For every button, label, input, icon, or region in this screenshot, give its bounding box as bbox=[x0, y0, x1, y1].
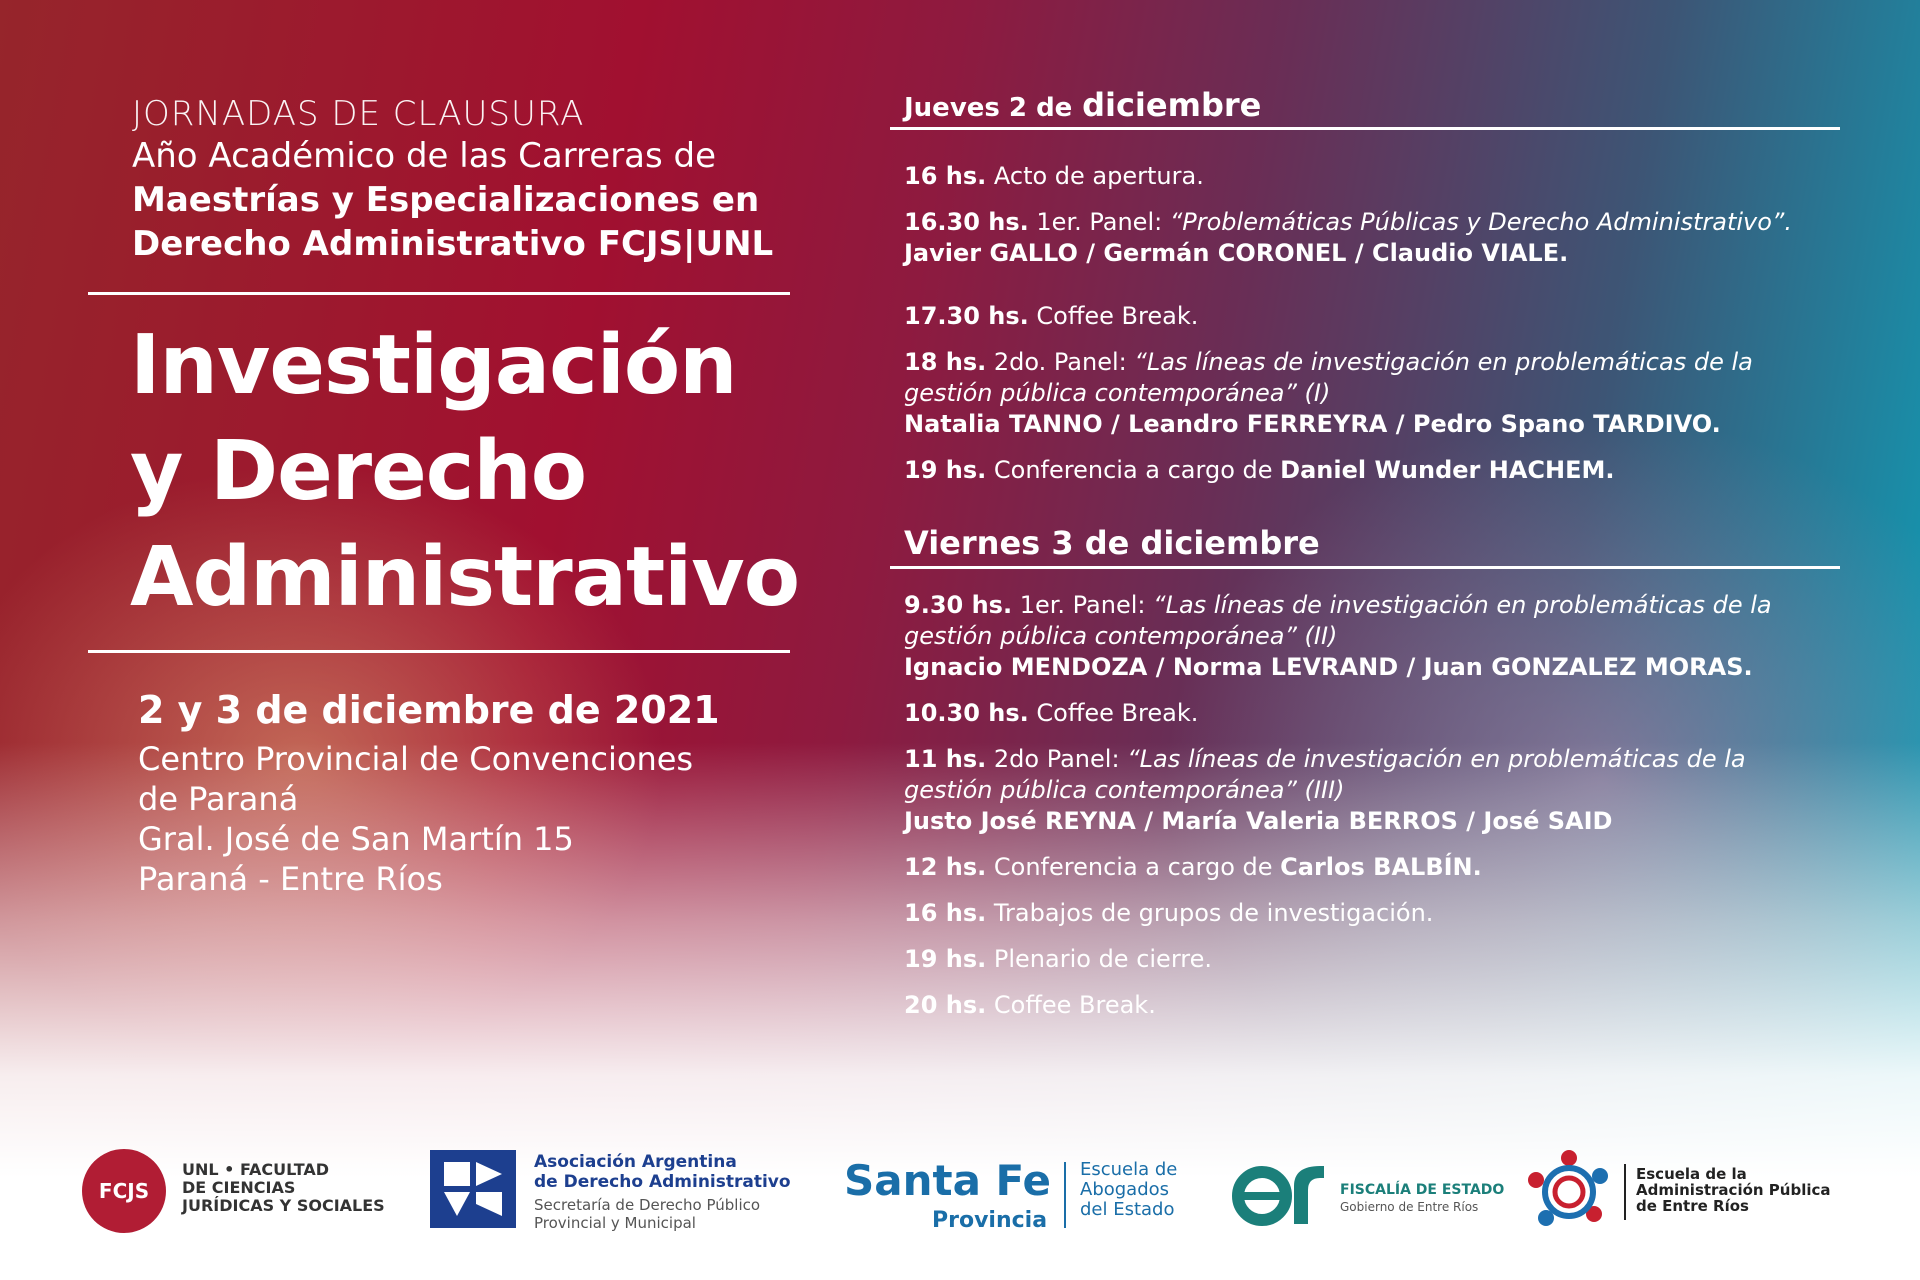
main-title-line-2: y Derecho bbox=[130, 424, 587, 519]
subtitle-line-2: Maestrías y Especializaciones en bbox=[132, 180, 760, 220]
fcjs-text bbox=[182, 1161, 385, 1215]
item-time: 9.30 hs. bbox=[904, 591, 1013, 619]
aada-subtitle bbox=[534, 1196, 760, 1232]
schedule-item bbox=[904, 161, 1204, 192]
venue-line-3: Gral. José de San Martín 15 bbox=[138, 820, 574, 858]
item-title: “Las líneas de investigación en problemáticas de la bbox=[1127, 745, 1746, 773]
schedule-item bbox=[904, 698, 1198, 729]
event-dates: 2 y 3 de diciembre de 2021 bbox=[138, 688, 720, 732]
eap-separator bbox=[1624, 1164, 1626, 1220]
santafe-line-3: del Estado bbox=[1080, 1199, 1175, 1220]
item-time: 17.30 hs. bbox=[904, 302, 1029, 330]
aada-line-4: Provincial y Municipal bbox=[534, 1214, 696, 1232]
item-text: 1er. Panel: bbox=[1019, 591, 1146, 619]
item-text: Coffee Break. bbox=[993, 991, 1156, 1019]
item-time: 16 hs. bbox=[904, 162, 987, 190]
item-title: “Las líneas de investigación en problemáticas de la bbox=[1134, 348, 1753, 376]
venue-line-2: de Paraná bbox=[138, 780, 299, 818]
schedule-item-continued bbox=[904, 775, 1345, 806]
eap-line-2: Administración Pública bbox=[1636, 1181, 1831, 1199]
title-divider-top bbox=[88, 292, 790, 295]
day2-divider bbox=[890, 566, 1840, 569]
venue-line-4: Paraná - Entre Ríos bbox=[138, 860, 443, 898]
poster-kicker: JORNADAS DE CLAUSURA bbox=[132, 94, 585, 134]
item-text: Plenario de cierre. bbox=[993, 945, 1212, 973]
item-time: 18 hs. bbox=[904, 348, 987, 376]
fcjs-mark: FCJS bbox=[82, 1149, 166, 1233]
schedule-item bbox=[904, 207, 1792, 238]
schedule-item-continued bbox=[904, 621, 1337, 652]
item-text: Conferencia a cargo de bbox=[993, 456, 1273, 484]
item-time: 16 hs. bbox=[904, 899, 987, 927]
subtitle-line-1: Año Académico de las Carreras de bbox=[132, 136, 717, 176]
item-title: “Problemáticas Públicas y Derecho Administrativo”. bbox=[1169, 208, 1792, 236]
item-time: 20 hs. bbox=[904, 991, 987, 1019]
fiscalia-title: FISCALÍA DE ESTADO bbox=[1340, 1182, 1505, 1198]
schedule-item bbox=[904, 990, 1156, 1021]
item-speakers: Ignacio MENDOZA / Norma LEVRAND / Juan GONZALEZ MORAS. bbox=[904, 653, 1753, 681]
item-text: Conferencia a cargo de bbox=[993, 853, 1273, 881]
schedule-item bbox=[904, 301, 1198, 332]
aada-line-3: Secretaría de Derecho Público bbox=[534, 1196, 761, 1214]
schedule-speakers bbox=[904, 409, 1721, 440]
subtitle-line-3: Derecho Administrativo FCJS|UNL bbox=[132, 224, 774, 264]
eap-line-1: Escuela de la bbox=[1636, 1165, 1747, 1183]
fiscalia-subtitle: Gobierno de Entre Ríos bbox=[1340, 1200, 1479, 1214]
schedule-item bbox=[904, 455, 1615, 486]
item-text: 2do. Panel: bbox=[993, 348, 1127, 376]
fcjs-line-1: UNL • FACULTAD bbox=[182, 1160, 330, 1179]
sponsor-logos bbox=[0, 1130, 1920, 1270]
day2-heading: Viernes 3 de diciembre bbox=[904, 524, 1320, 562]
schedule-item-continued bbox=[904, 378, 1330, 409]
main-title-line-1: Investigación bbox=[130, 318, 737, 413]
title-divider-bottom bbox=[88, 650, 790, 653]
aada-line-1: Asociación Argentina bbox=[534, 1152, 737, 1172]
item-title-continued: gestión pública contemporánea” (I) bbox=[904, 379, 1331, 407]
aada-title bbox=[534, 1152, 791, 1192]
schedule-speakers bbox=[904, 652, 1753, 683]
item-speaker: Carlos BALBÍN. bbox=[1280, 853, 1482, 881]
schedule-item bbox=[904, 347, 1753, 378]
item-text: 2do Panel: bbox=[993, 745, 1120, 773]
fcjs-line-3: JURÍDICAS Y SOCIALES bbox=[182, 1196, 385, 1215]
santafe-name: Santa Fe bbox=[844, 1156, 1052, 1205]
day1-heading bbox=[904, 86, 1261, 124]
aada-emblem-icon bbox=[430, 1150, 516, 1228]
santafe-province: Provincia bbox=[932, 1208, 1048, 1233]
santafe-separator bbox=[1064, 1162, 1066, 1228]
schedule-item bbox=[904, 852, 1482, 883]
santafe-line-2: Abogados bbox=[1080, 1179, 1170, 1200]
day1-heading-prefix: Jueves 2 de bbox=[904, 93, 1073, 123]
item-text: Coffee Break. bbox=[1036, 699, 1199, 727]
venue-line-1: Centro Provincial de Convenciones bbox=[138, 740, 694, 778]
main-title-line-3: Administrativo bbox=[130, 530, 800, 625]
item-speaker: Daniel Wunder HACHEM. bbox=[1280, 456, 1615, 484]
eap-text bbox=[1636, 1166, 1831, 1214]
item-speakers: Natalia TANNO / Leandro FERREYRA / Pedro Spano TARDIVO. bbox=[904, 410, 1721, 438]
item-time: 19 hs. bbox=[904, 945, 987, 973]
item-title-continued: gestión pública contemporánea” (II) bbox=[904, 622, 1338, 650]
item-text: Acto de apertura. bbox=[993, 162, 1204, 190]
item-title-continued: gestión pública contemporánea” (III) bbox=[904, 776, 1345, 804]
day1-divider bbox=[890, 127, 1840, 130]
item-text: 1er. Panel: bbox=[1036, 208, 1163, 236]
fcjs-line-2: DE CIENCIAS bbox=[182, 1178, 296, 1197]
item-text: Coffee Break. bbox=[1036, 302, 1199, 330]
item-time: 16.30 hs. bbox=[904, 208, 1029, 236]
schedule-item bbox=[904, 590, 1772, 621]
santafe-school bbox=[1080, 1160, 1177, 1220]
people-ring-icon bbox=[1524, 1146, 1614, 1234]
santafe-line-1: Escuela de bbox=[1080, 1159, 1178, 1180]
aada-line-2: de Derecho Administrativo bbox=[534, 1172, 791, 1192]
item-time: 19 hs. bbox=[904, 456, 987, 484]
schedule-speakers bbox=[904, 238, 1568, 269]
schedule-speakers bbox=[904, 806, 1612, 837]
item-title: “Las líneas de investigación en problemáticas de la bbox=[1153, 591, 1772, 619]
er-monogram-icon bbox=[1232, 1160, 1330, 1226]
schedule-item bbox=[904, 898, 1433, 929]
schedule-item bbox=[904, 744, 1746, 775]
item-time: 10.30 hs. bbox=[904, 699, 1029, 727]
item-time: 12 hs. bbox=[904, 853, 987, 881]
item-time: 11 hs. bbox=[904, 745, 987, 773]
schedule-item bbox=[904, 944, 1212, 975]
item-text: Trabajos de grupos de investigación. bbox=[993, 899, 1434, 927]
eap-line-3: de Entre Ríos bbox=[1636, 1197, 1749, 1215]
item-speakers: Javier GALLO / Germán CORONEL / Claudio VIALE. bbox=[904, 239, 1569, 267]
day1-heading-month: diciembre bbox=[1082, 86, 1262, 124]
item-speakers: Justo José REYNA / María Valeria BERROS / José SAID bbox=[904, 807, 1613, 835]
